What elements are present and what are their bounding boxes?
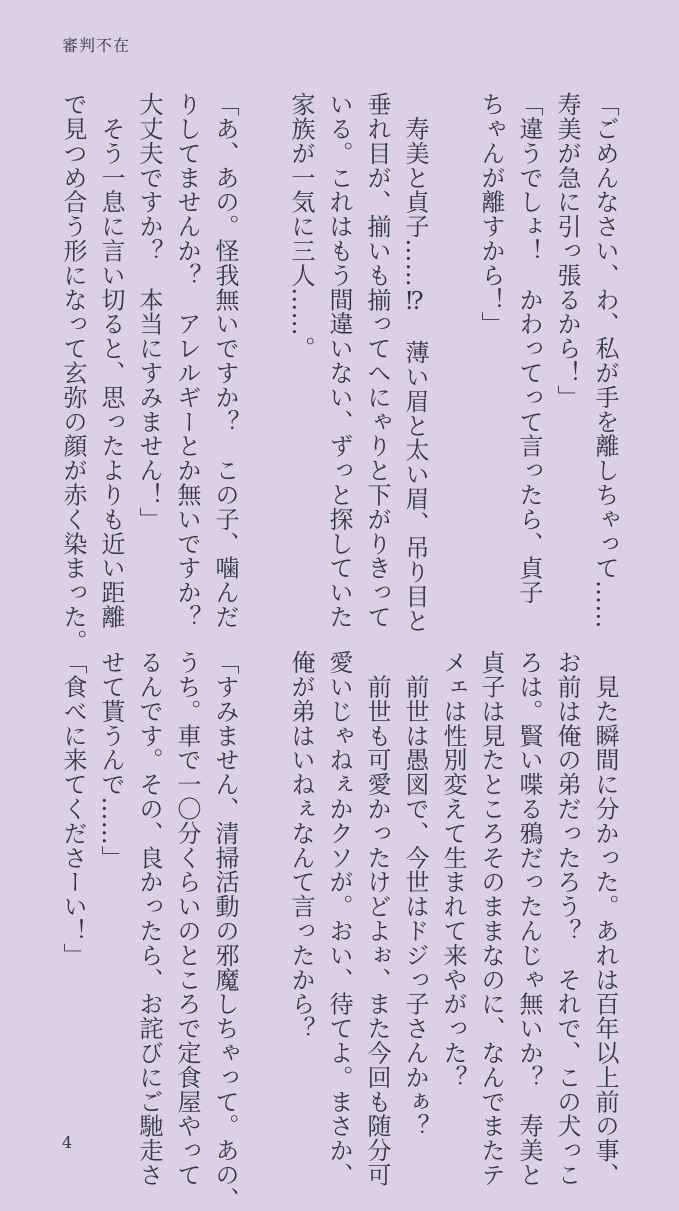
text-line: 愛いじゃねぇかクソが。おい、待てよ。まさか、 <box>325 650 353 1187</box>
text-line: 「ごめんなさい、わ、私が手を離しちゃって…… <box>591 92 619 629</box>
text-line: 垂れ目が、揃いも揃ってへにゃりと下がりきって <box>363 92 391 629</box>
blank-line <box>434 92 472 592</box>
text-line: うち。車で一〇分くらいのところで定食屋やって <box>173 650 201 1187</box>
text-line: 貞子は見たところそのままなのに、なんでまたテ <box>477 650 505 1187</box>
page-title: 審判不在 <box>62 36 131 55</box>
blank-line <box>244 92 282 592</box>
text-line: そう一息に言い切ると、思ったよりも近い距離 <box>97 92 125 629</box>
text-line: 寿美と貞子……⁉ 薄い眉と太い眉、吊り目と <box>401 92 429 633</box>
text-line: いる。これはもう間違いない、ずっと探していた <box>325 92 353 629</box>
text-line: せて貰うんで……」 <box>97 650 125 870</box>
text-line: 寿美が急に引っ張るから！」 <box>553 92 581 410</box>
blank-line <box>244 650 282 1070</box>
text-line: 前世も可愛かったけどよぉ、また今回も随分可 <box>363 650 391 1187</box>
story-text-lower <box>54 650 624 1211</box>
page-number: 4 <box>62 1133 73 1152</box>
text-line: ちゃんが離すから！」 <box>477 92 505 336</box>
text-line: ろは。賢い喋る鴉だったんじゃ無いか？ 寿美と <box>515 650 543 1187</box>
text-line: 大丈夫ですか？ 本当にすみません！」 <box>135 92 163 532</box>
text-line: 見た瞬間に分かった。あれは百年以上前の事、 <box>591 650 619 1187</box>
text-line: メェは性別変えて生まれて来やがった？ <box>439 650 467 1090</box>
text-line: りしてませんか？ アレルギーとか無いですか？ <box>173 92 201 629</box>
text-line: で見つめ合う形になって玄弥の顔が赤く染まった。 <box>59 92 87 654</box>
text-line: 「食べに来てくださーい！」 <box>59 650 87 968</box>
text-line: 家族が一気に三人……。 <box>287 92 315 361</box>
text-line: 「あ、あの。怪我無いですか？ この子、噛んだ <box>211 92 239 629</box>
text-line: 「違うでしょ！ かわってって言ったら、貞子 <box>515 92 543 605</box>
text-line: 「すみません、清掃活動の邪魔しちゃって。あの、 <box>211 650 239 1211</box>
text-line: るんです。その、良かったら、お詫びにご馳走さ <box>135 650 163 1187</box>
text-line: お前は俺の弟だったろう？ それで、この犬っこ <box>553 650 581 1187</box>
text-line: 俺が弟はいねぇなんて言ったから？ <box>287 650 315 1041</box>
text-line: 前世は愚図で、今世はドジっ子さんかぁ？ <box>401 650 429 1138</box>
story-text-upper <box>54 92 624 654</box>
